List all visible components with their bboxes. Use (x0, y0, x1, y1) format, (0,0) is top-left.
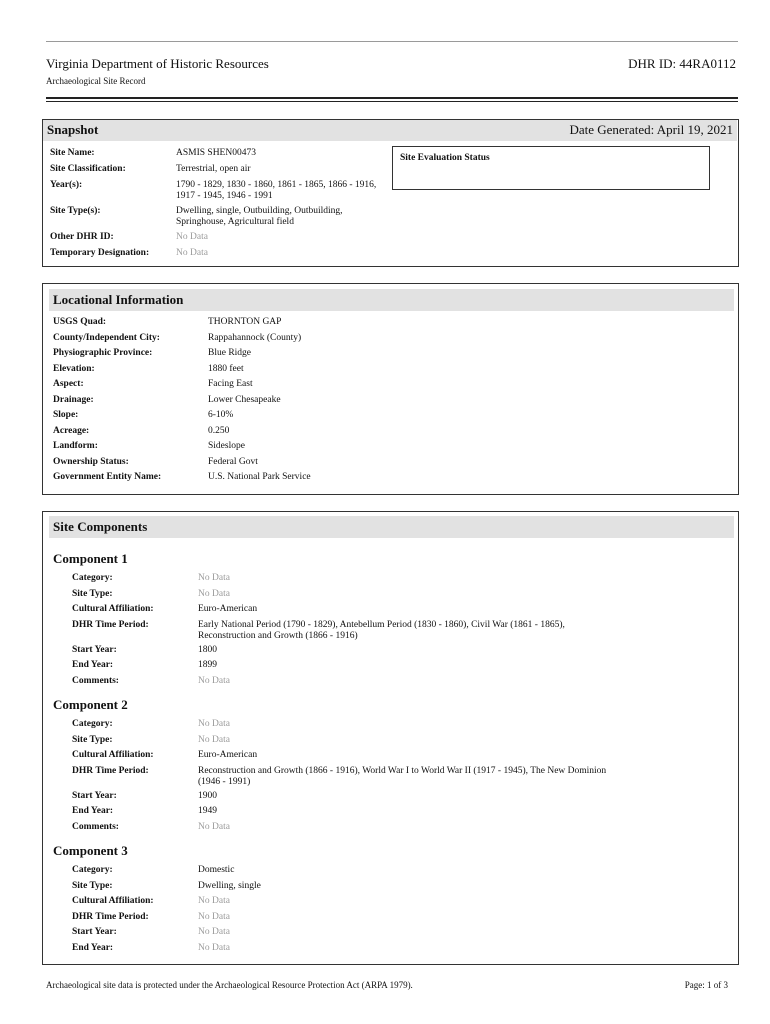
location-field-value: Facing East (208, 379, 253, 389)
location-title: Locational Information (53, 292, 184, 307)
component-field-label: End Year: (72, 942, 114, 953)
component-field-label: Start Year: (72, 644, 117, 655)
component-field-value: No Data (198, 942, 230, 953)
location-section (42, 283, 739, 495)
location-field-value: Blue Ridge (208, 348, 252, 358)
component-field-value: Euro-American (198, 604, 258, 614)
component-field-label: Cultural Affiliation: (72, 604, 154, 614)
component-field-label: Cultural Affiliation: (72, 750, 154, 760)
location-field-value: Sideslope (208, 441, 245, 451)
snapshot-section (42, 119, 739, 267)
arpa-notice: Archaeological site data is protected under the Archaeological Resource Protection Act (ARPA 1979). (46, 980, 413, 990)
location-field-label: Ownership Status: (53, 456, 129, 467)
location-field-label: Government Entity Name: (53, 472, 162, 482)
snapshot-field-value: 1790 - 1829, 1830 - 1860, 1861 - 1865, 1866 - 1916, 1917 - 1945, 1946 - 1991 (176, 180, 377, 201)
component-field-label: End Year: (72, 660, 114, 670)
component-field-label: Cultural Affiliation: (72, 896, 154, 906)
component-field-label: DHR Time Period: (72, 765, 149, 776)
location-field-label: Aspect: (53, 379, 84, 389)
component-field-value: Euro-American (198, 750, 258, 760)
component-field-label: DHR Time Period: (72, 911, 149, 922)
component-field-label: Category: (72, 573, 113, 583)
snapshot-field-value: No Data (176, 232, 208, 242)
location-field-label: County/Independent City: (53, 332, 160, 343)
component-field-label: Site Type: (72, 880, 113, 891)
components-header-bar (49, 516, 734, 538)
snapshot-title: Snapshot (47, 122, 99, 137)
location-field-value: THORNTON GAP (208, 317, 282, 327)
component-field-label: End Year: (72, 806, 114, 816)
component-title: Component 3 (53, 843, 128, 858)
component-field-label: Site Type: (72, 588, 113, 599)
snapshot-field-value: ASMIS SHEN00473 (176, 148, 256, 158)
component-field-value: Reconstruction and Growth (1866 - 1916), World War I to World War II (1917 - 1945), The New Dominion (1946 - 1991) (198, 765, 607, 787)
component-field-value: No Data (198, 896, 230, 906)
snapshot-field-label: Year(s): (50, 180, 83, 190)
component-field-label: Start Year: (72, 790, 117, 801)
component-field-value: Domestic (198, 865, 235, 875)
snapshot-field-value: Terrestrial, open air (176, 164, 251, 174)
location-field-value: Lower Chesapeake (208, 394, 281, 405)
component-field-value: No Data (198, 675, 230, 686)
location-field-value: 1880 feet (208, 363, 244, 374)
component-field-value: 1900 (198, 790, 217, 801)
location-field-value: U.S. National Park Service (208, 472, 311, 482)
site-evaluation-status-label: Site Evaluation Status (400, 153, 490, 163)
component-title: Component 1 (53, 551, 128, 566)
snapshot-field-value: Dwelling, single, Outbuilding, Outbuilding, Springhouse, Agricultural field (176, 206, 343, 227)
components-title: Site Components (53, 519, 148, 534)
header-rule-thick (46, 97, 738, 99)
component-field-value: No Data (198, 911, 230, 922)
page-number: Page: 1 of 3 (684, 980, 728, 990)
location-field-label: Acreage: (53, 425, 90, 436)
location-field-label: Drainage: (53, 394, 94, 405)
location-field-label: Physiographic Province: (53, 348, 153, 358)
component-field-label: Comments: (72, 675, 119, 686)
location-field-value: Federal Govt (208, 456, 258, 467)
location-field-label: Elevation: (53, 363, 95, 374)
top-rule (46, 41, 738, 42)
component-field-value: No Data (198, 573, 230, 583)
component-field-label: Start Year: (72, 927, 117, 937)
component-field-label: DHR Time Period: (72, 619, 149, 630)
component-field-value: No Data (198, 719, 230, 729)
snapshot-field-label: Site Type(s): (50, 206, 101, 216)
component-field-value: Dwelling, single (198, 880, 261, 891)
component-field-value: Early National Period (1790 - 1829), Antebellum Period (1830 - 1860), Civil War (1861 - 1865), Reconstruction and Growth (1866 - 1916) (198, 619, 565, 641)
snapshot-field-label: Site Classification: (50, 164, 126, 174)
component-field-value: No Data (198, 588, 230, 599)
component-field-label: Comments: (72, 821, 119, 832)
component-field-value: No Data (198, 927, 230, 937)
date-generated: Date Generated: April 19, 2021 (569, 122, 733, 137)
location-field-label: USGS Quad: (53, 317, 107, 327)
component-field-value: 1800 (198, 644, 217, 655)
component-field-value: 1899 (198, 660, 217, 670)
component-field-label: Category: (72, 719, 113, 729)
component-field-label: Category: (72, 865, 113, 875)
location-field-value: Rappahannock (County) (208, 332, 302, 343)
snapshot-field-label: Other DHR ID: (50, 232, 114, 242)
snapshot-field-value: No Data (176, 248, 208, 258)
dhr-id: DHR ID: 44RA0112 (628, 56, 736, 71)
location-field-value: 0.250 (208, 425, 230, 436)
component-field-value: 1949 (198, 806, 217, 816)
component-field-label: Site Type: (72, 734, 113, 745)
agency-name: Virginia Department of Historic Resources (46, 56, 269, 71)
header-rule-thin (46, 101, 738, 102)
snapshot-field-label: Site Name: (50, 148, 95, 158)
location-field-label: Landform: (53, 441, 98, 451)
component-field-value: No Data (198, 821, 230, 832)
location-field-value: 6-10% (208, 410, 234, 420)
location-field-label: Slope: (53, 410, 79, 420)
component-field-value: No Data (198, 734, 230, 745)
record-subtitle: Archaeological Site Record (46, 76, 146, 86)
component-title: Component 2 (53, 697, 128, 712)
snapshot-field-label: Temporary Designation: (50, 248, 150, 258)
